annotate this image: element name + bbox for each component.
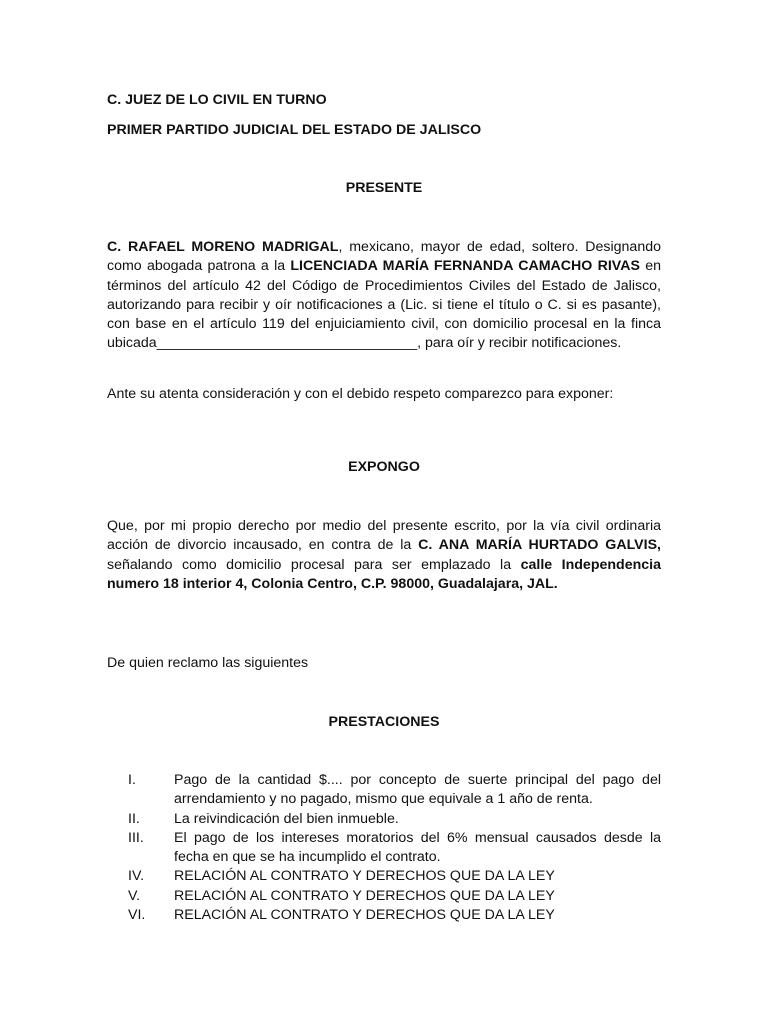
list-item bbox=[107, 810, 661, 829]
prestaciones-list bbox=[107, 771, 661, 925]
list-item-text: La reivindicación del bien inmueble. bbox=[174, 810, 399, 827]
complainant-name: C. RAFAEL MORENO MADRIGAL bbox=[107, 239, 339, 255]
addressee-line-1: C. JUEZ DE LO CIVIL EN TURNO bbox=[107, 92, 327, 108]
list-item bbox=[107, 887, 661, 906]
list-item-number: V. bbox=[128, 887, 141, 904]
prestaciones-heading: PRESTACIONES bbox=[328, 714, 440, 730]
list-item bbox=[107, 906, 661, 925]
reclamo-paragraph: De quien reclamo las siguientes bbox=[107, 655, 309, 671]
list-item-text: RELACIÓN AL CONTRATO Y DERECHOS QUE DA LA LEY bbox=[174, 907, 555, 924]
expongo-heading: EXPONGO bbox=[348, 459, 420, 475]
list-item-text: RELACIÓN AL CONTRATO Y DERECHOS QUE DA LA LEY bbox=[174, 868, 555, 885]
intro-text-1: , mexicano, mayor de edad, soltero. Designando como abogada patrona a la bbox=[107, 239, 661, 275]
list-item-text: El pago de los intereses moratorios del 6% mensual causados desde la fecha en que se ha incumplido el contrato. bbox=[174, 829, 661, 866]
list-item-number: IV. bbox=[128, 868, 145, 885]
ante-paragraph: Ante su atenta consideración y con el debido respeto comparezco para exponer: bbox=[107, 386, 614, 402]
presente-heading: PRESENTE bbox=[345, 180, 423, 196]
addressee-line-2: PRIMER PARTIDO JUDICIAL DEL ESTADO DE JALISCO bbox=[107, 122, 482, 138]
list-item bbox=[107, 867, 661, 886]
defendant-name: C. ANA MARÍA HURTADO GALVIS, bbox=[418, 537, 661, 554]
que-paragraph bbox=[107, 517, 661, 594]
list-item bbox=[107, 771, 661, 810]
list-item bbox=[107, 829, 661, 868]
intro-text-2: en términos del artículo 42 del Código de Procedimientos Civiles del Estado de Jalisco, autorizando para recibir y oír notificaciones a (Lic. si tiene el título o C. si es pasante), con base en el artículo 119 del enjuiciamiento civil, con domicilio procesal en la finca ubicada_________________________________, para oír y recibir notificaciones. bbox=[107, 258, 661, 352]
list-item-text: RELACIÓN AL CONTRATO Y DERECHOS QUE DA LA LEY bbox=[174, 887, 555, 904]
list-item-number: II. bbox=[128, 810, 140, 827]
list-item-number: I. bbox=[128, 772, 136, 788]
attorney-name: LICENCIADA MARÍA FERNANDA CAMACHO RIVAS bbox=[290, 258, 640, 275]
list-item-number: III. bbox=[128, 829, 144, 846]
list-item-text: Pago de la cantidad $.... por concepto de suerte principal del pago del arrendamiento y no pagado, mismo que equivale a 1 año de renta. bbox=[174, 772, 661, 808]
que-text-2: señalando como domicilio procesal para ser emplazado la bbox=[107, 556, 521, 573]
intro-paragraph bbox=[107, 238, 661, 354]
list-item-number: VI. bbox=[128, 907, 146, 924]
que-text-1: Que, por mi propio derecho por medio del presente escrito, por la vía civil ordinaria acción de divorcio incausado, en contra de la bbox=[107, 518, 661, 554]
service-address: calle Independencia numero 18 interior 4, Colonia Centro, C.P. 98000, Guadalajara, JAL. bbox=[107, 556, 661, 592]
